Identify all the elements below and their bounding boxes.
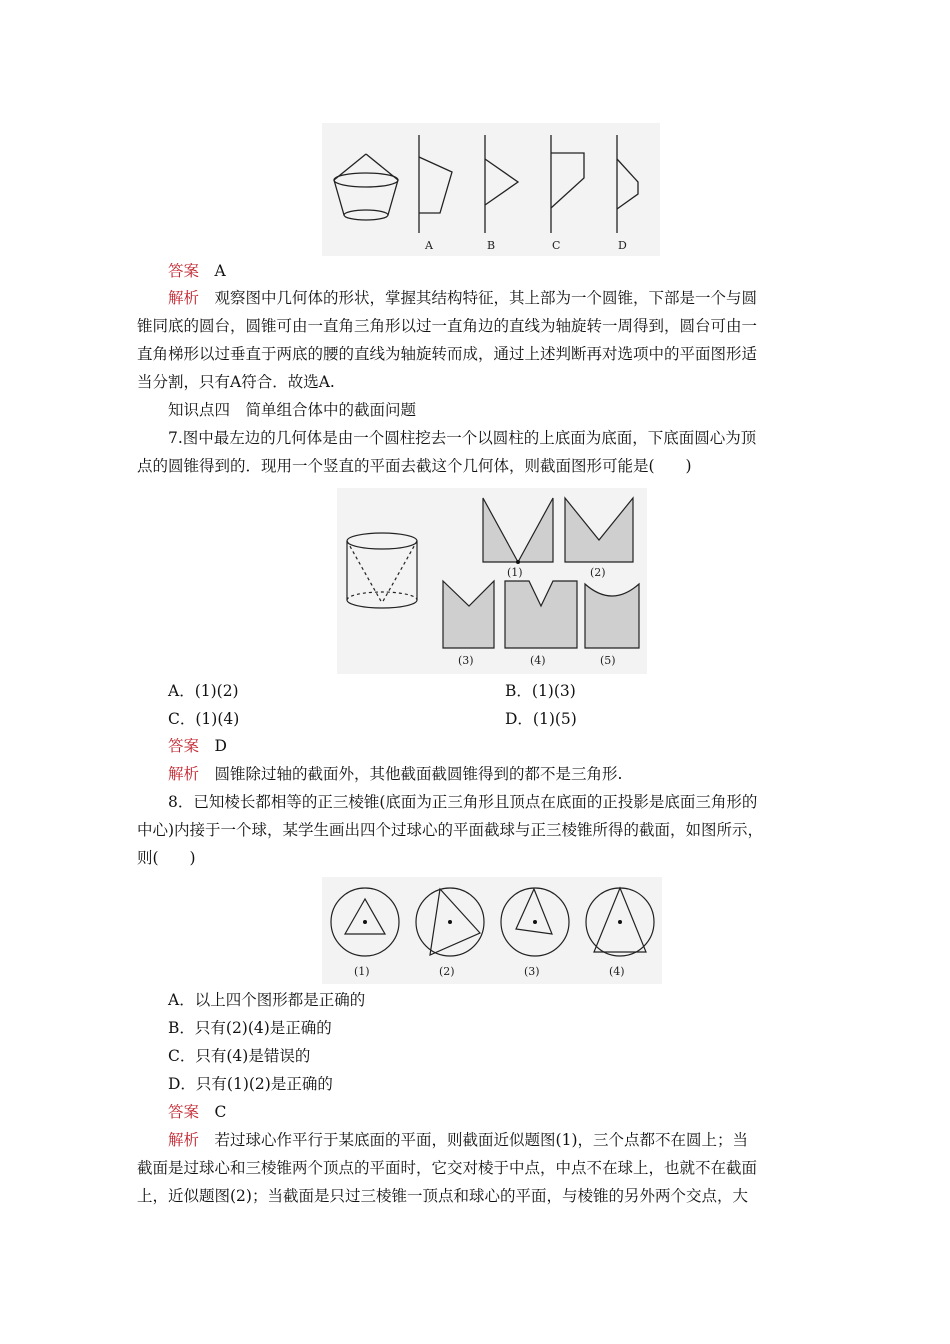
q7-option-c: C．(1)(4): [168, 710, 240, 728]
fig6-label-b: B: [487, 239, 496, 252]
q8-stem-line-3: 则( ): [137, 849, 196, 867]
q7-option-a: A．(1)(2): [168, 682, 239, 700]
figure-q8: [322, 877, 662, 984]
answer-value: D: [214, 737, 227, 755]
q6-analysis-line-1: 解析 观察图中几何体的形状，掌握其结构特征，其上部为一个圆锥，下部是一个与圆: [168, 289, 758, 307]
fig6-label-d: D: [618, 239, 627, 252]
q7-option-b: B．(1)(3): [505, 682, 576, 700]
q8-option-b: B．只有(2)(4)是正确的: [168, 1019, 332, 1037]
answer-value: C: [214, 1103, 227, 1121]
q6-answer: [168, 258, 848, 285]
fig6-label-c: C: [552, 239, 561, 252]
fig8-label-2: (2): [439, 965, 455, 978]
fig8-label-1: (1): [354, 965, 370, 978]
figure-q6: [322, 123, 660, 256]
q7-stem-line-2: 点的圆锥得到的．现用一个竖直的平面去截这个几何体，则截面图形可能是( ): [137, 457, 692, 475]
q8-answer: [168, 1099, 848, 1126]
q8-analysis-line-2: 截面是过球心和三棱锥两个顶点的平面时，它交对棱于中点，中点不在球上，也就不在截面: [137, 1159, 758, 1177]
q8-option-d: D．只有(1)(2)是正确的: [168, 1075, 333, 1093]
q8-option-c: C．只有(4)是错误的: [168, 1047, 311, 1065]
fig7-label-1: (1): [507, 566, 523, 579]
fig7-label-3: (3): [458, 654, 474, 667]
fig7-label-2: (2): [590, 566, 606, 579]
fig8-label-3: (3): [524, 965, 540, 978]
q8-analysis-line-3: 上，近似题图(2)；当截面是只过三棱锥一顶点和球心的平面，与棱锥的另外两个交点，大: [137, 1187, 748, 1205]
q8-stem-line-1: 8．已知棱长都相等的正三棱锥(底面为正三角形且顶点在底面的正投影是底面三角形的: [168, 793, 758, 811]
answer-tag: 答案: [168, 262, 200, 280]
q6-analysis-line-3: 直角梯形以过垂直于两底的腰的直线为轴旋转而成，通过上述判断再对选项中的平面图形适: [137, 345, 758, 363]
q7-option-d: D．(1)(5): [505, 710, 577, 728]
answer-tag: 答案: [168, 1103, 200, 1121]
fig6-label-a: A: [425, 239, 433, 252]
analysis-tag: 解析: [168, 289, 200, 307]
q8-option-a: A．以上四个图形都是正确的: [168, 991, 366, 1009]
q6-analysis-line-4: 当分割，只有A符合．故选A.: [137, 373, 335, 391]
figure-q7: [337, 488, 647, 674]
q7-answer: [168, 733, 848, 760]
q6-analysis-line-2: 锥同底的圆台，圆锥可由一直角三角形以过一直角边的直线为轴旋转一周得到，圆台可由一: [137, 317, 758, 335]
analysis-tag: 解析: [168, 765, 200, 783]
answer-tag: 答案: [168, 737, 200, 755]
section-title: 知识点四 简单组合体中的截面问题: [168, 401, 417, 419]
answer-value: A: [214, 262, 226, 280]
fig8-label-4: (4): [609, 965, 625, 978]
analysis-tag: 解析: [168, 1131, 200, 1149]
fig7-label-5: (5): [600, 654, 616, 667]
q7-analysis: 解析 圆锥除过轴的截面外，其他截面截圆锥得到的都不是三角形.: [168, 765, 623, 783]
q7-stem-line-1: 7.图中最左边的几何体是由一个圆柱挖去一个以圆柱的上底面为底面，下底面圆心为顶: [168, 429, 757, 447]
q8-analysis-line-1: 解析 若过球心作平行于某底面的平面，则截面近似题图(1)，三个点都不在圆上；当: [168, 1131, 748, 1149]
q8-stem-line-2: 中心)内接于一个球，某学生画出四个过球心的平面截球与正三棱锥所得的截面，如图所示，: [137, 821, 764, 839]
fig7-label-4: (4): [530, 654, 546, 667]
